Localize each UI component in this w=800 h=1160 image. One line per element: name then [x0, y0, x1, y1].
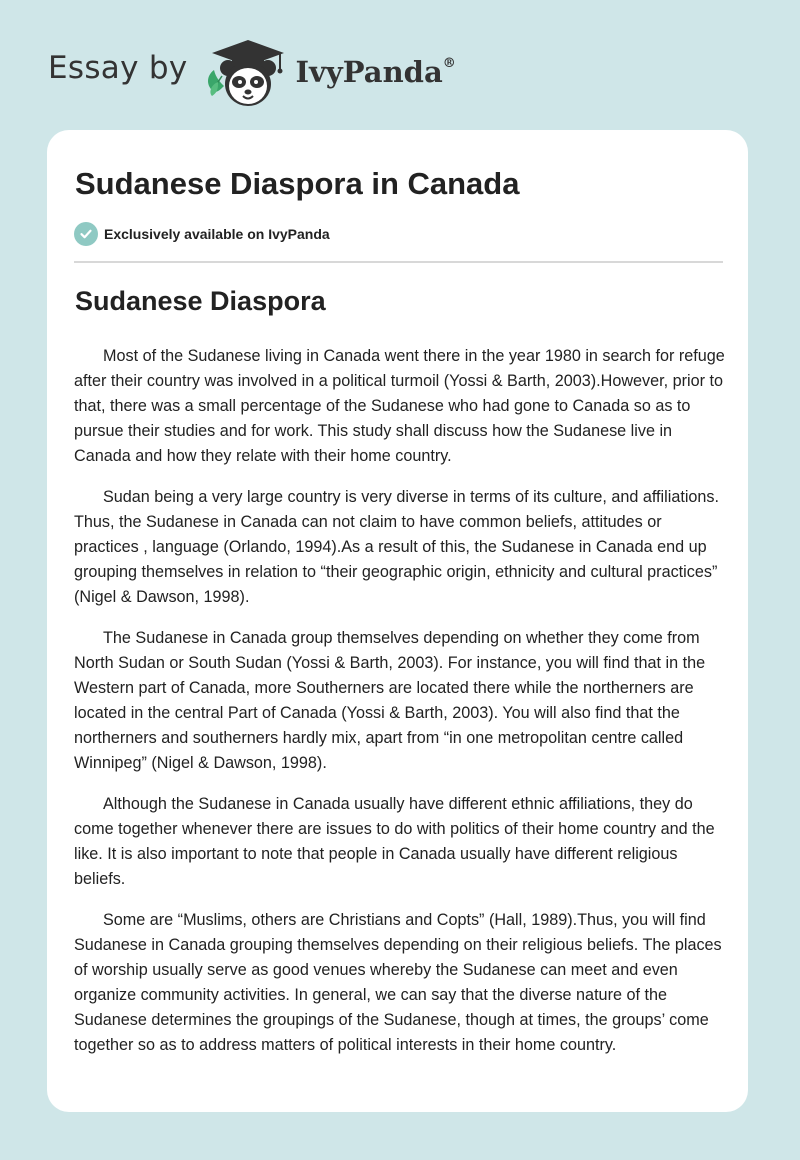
- exclusive-badge: [74, 222, 330, 246]
- check-circle-icon: [74, 222, 98, 246]
- brand-label[interactable]: IvyPanda: [295, 55, 443, 89]
- essay-body: [74, 344, 726, 1074]
- site-header: [48, 34, 456, 114]
- essay-card: [47, 130, 748, 1112]
- paragraph-4: Although the Sudanese in Canada usually have different ethnic affiliations, they do come together whenever there are issues to do with politics of their home country and the like. It is also important to note that people in Canada usually have different religious beliefs.: [74, 795, 715, 888]
- paragraph-5: Some are “Muslims, others are Christians and Copts” (Hall, 1989).Thus, you will find Sudanese in Canada grouping themselves depending on their religious beliefs. The places of worship usually serve as good venues whereby the Sudanese can meet and even organize community activities. In general, we can say that the diverse nature of the Sudanese determines the groupings of the Sudanese, though at times, the groups’ come together so as to address matters of political interests in their home country.: [74, 911, 722, 1054]
- panda-graduate-logo-icon[interactable]: [202, 36, 292, 112]
- paragraph-1: Most of the Sudanese living in Canada went there in the year 1980 in search for refuge after their country was involved in a political turmoil (Yossi & Barth, 2003).However, prior to that, there was a small percentage of the Sudanese who had gone to Canada so as to pursue their studies and for work. This study shall discuss how the Sudanese live in Canada and how they relate with their home country.: [74, 347, 725, 465]
- trademark-symbol: ®: [442, 56, 456, 72]
- exclusive-badge-label: Exclusively available on IvyPanda: [104, 226, 330, 242]
- title-divider: [74, 261, 723, 263]
- paragraph-2: Sudan being a very large country is very diverse in terms of its culture, and affiliations. Thus, the Sudanese in Canada can not claim to have common beliefs, attitudes or practices , language (Orlando, 1994).As a result of this, the Sudanese in Canada end up grouping themselves in relation to “their geographic origin, ethnicity and cultural practices” (Nigel & Dawson, 1998).: [74, 488, 720, 606]
- paragraph-3: The Sudanese in Canada group themselves depending on whether they come from North Sudan or South Sudan (Yossi & Barth, 2003). For instance, you will find that in the Western part of Canada, more Southerners are located there while the northerners are located in the central Part of Canada (Yossi & Barth, 2003). You will also find that the northerners and southerners hardly mix, apart from “in one metropolitan centre called Winnipeg” (Nigel & Dawson, 1998).: [74, 629, 706, 772]
- essay-by-label: Essay by: [48, 50, 188, 86]
- brand-name[interactable]: [296, 55, 456, 89]
- essay-title: Sudanese Diaspora in Canada: [75, 166, 520, 201]
- section-heading: Sudanese Diaspora: [75, 286, 326, 316]
